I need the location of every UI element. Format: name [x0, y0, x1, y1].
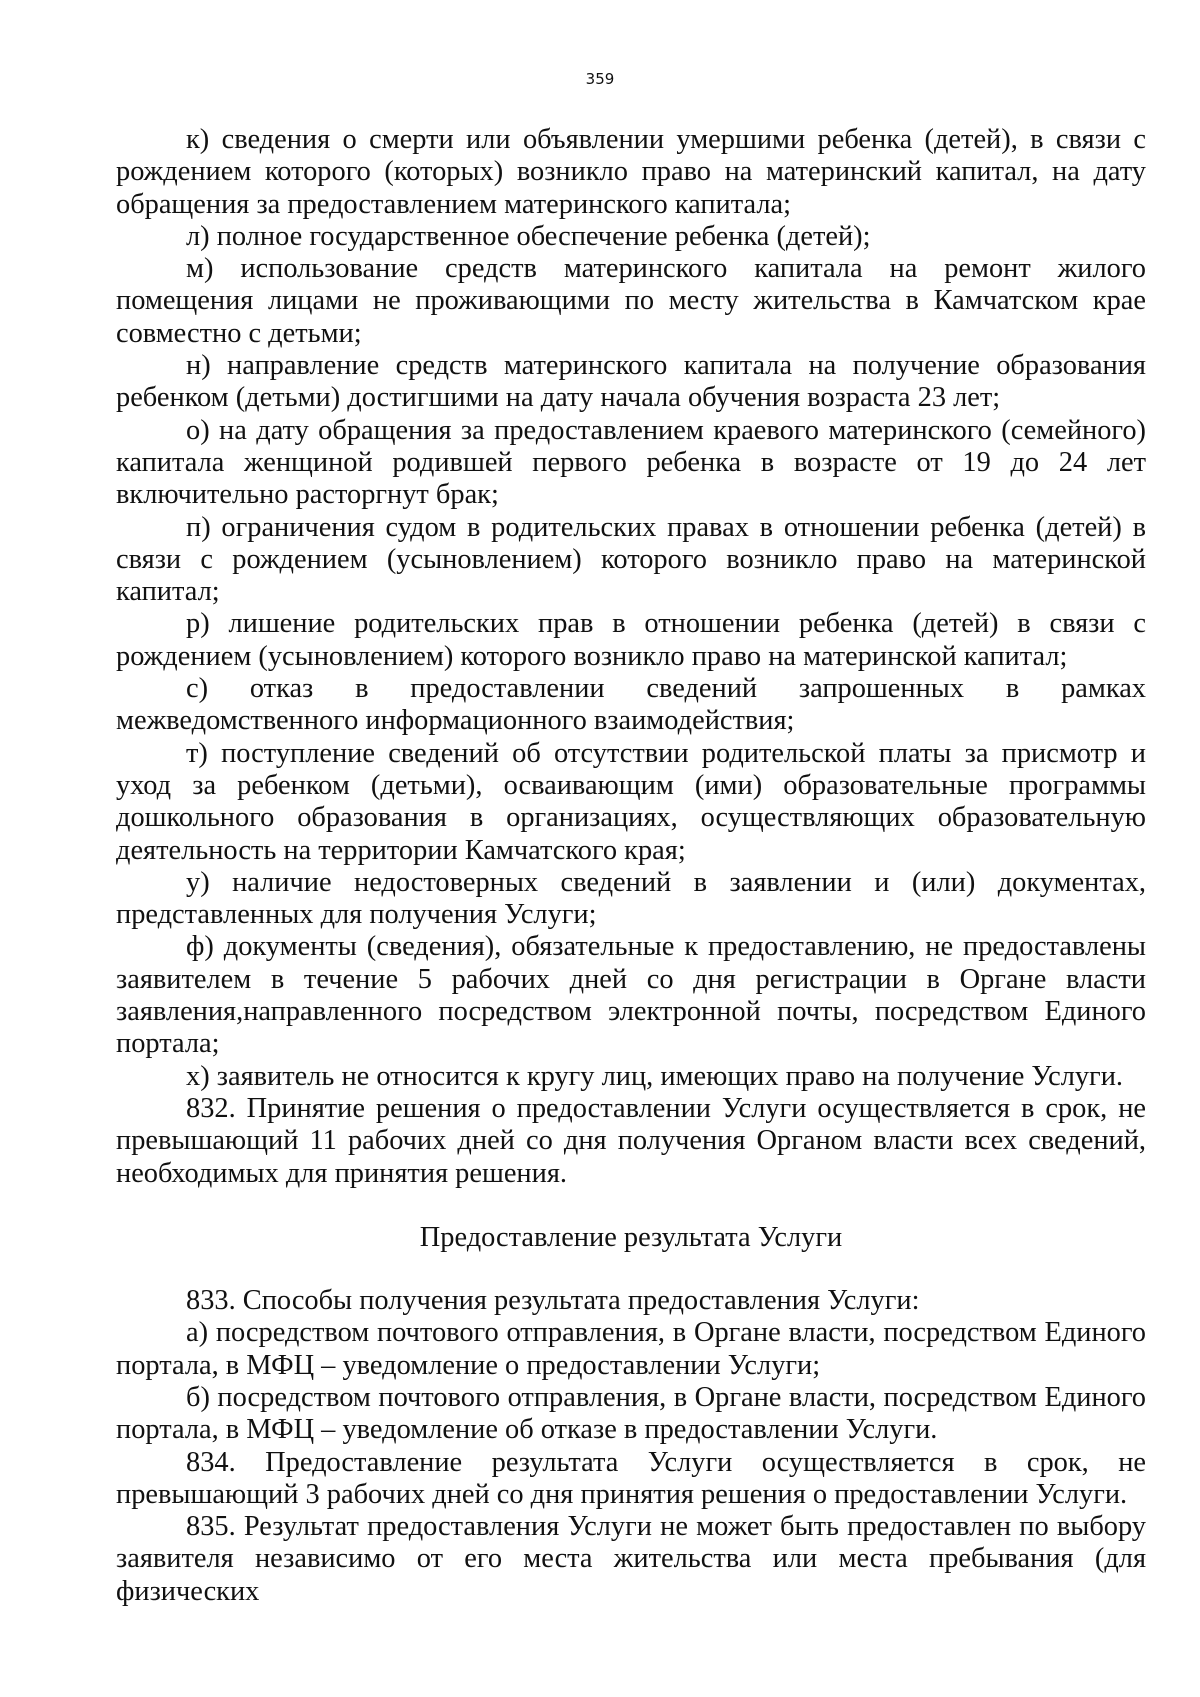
- paragraph-p: п) ограничения судом в родительских правах в отношении ребенка (детей) в связи с рождением (усыновлением) которого возникло право на материнской капитал;: [116, 511, 1146, 608]
- paragraph-t: т) поступление сведений об отсутствии родительской платы за присмотр и уход за ребенком (детьми), осваивающим (ими) образовательные программы дошкольного образования в организациях, осуществляющих образовательную деятельность на территории Камчатского края;: [116, 737, 1146, 866]
- page-number: 359: [585, 70, 615, 88]
- paragraph-f: ф) документы (сведения), обязательные к предоставлению, не предоставлены заявителем в течение 5 рабочих дней со дня регистрации в Органе власти заявления,направленного посредством электронной почты, посредством Единого портала;: [116, 931, 1146, 1060]
- paragraph-h: х) заявитель не относится к кругу лиц, имеющих право на получение Услуги.: [186, 1060, 1123, 1092]
- paragraph-r: р) лишение родительских прав в отношении ребенка (детей) в связи с рождением (усыновлением) которого возникло право на материнской капитал;: [116, 608, 1146, 672]
- paragraph-n: н) направление средств материнского капитала на получение образования ребенком (детьми) достигшими на дату начала обучения возраста 23 лет;: [116, 350, 1146, 414]
- paragraph-833: 833. Способы получения результата предоставления Услуги:: [186, 1285, 920, 1317]
- paragraph-o: о) на дату обращения за предоставлением краевого материнского (семейного) капитала женщиной родившей первого ребенка в возрасте от 19 до 24 лет включительно расторгнут брак;: [116, 414, 1146, 511]
- section-heading: Предоставление результата Услуги: [419, 1221, 843, 1253]
- paragraph-k: к) сведения о смерти или объявлении умершими ребенка (детей), в связи с рождением которого (которых) возникло право на материнский капитал, на дату обращения за предоставлением материнского капитала;: [116, 124, 1146, 220]
- paragraph-833-b: б) посредством почтового отправления, в Органе власти, посредством Единого портала, в МФЦ – уведомление об отказе в предоставлении Услуги.: [116, 1381, 1146, 1446]
- paragraph-835: 835. Результат предоставления Услуги не может быть предоставлен по выбору заявителя независимо от его места жительства или места пребывания (для физических: [116, 1511, 1146, 1607]
- paragraph-833-a: а) посредством почтового отправления, в Органе власти, посредством Единого портала, в МФЦ – уведомление о предоставлении Услуги;: [116, 1317, 1146, 1381]
- document-body: [116, 124, 1146, 1608]
- paragraph-m: м) использование средств материнского капитала на ремонт жилого помещения лицами не проживающими по месту жительства в Камчатском крае совместно с детьми;: [116, 253, 1146, 349]
- paragraph-l: л) полное государственное обеспечение ребенка (детей);: [186, 220, 871, 252]
- paragraph-u: у) наличие недостоверных сведений в заявлении и (или) документах, представленных для получения Услуги;: [116, 866, 1146, 931]
- paragraph-s: с) отказ в предоставлении сведений запрошенных в рамках межведомственного информационного взаимодействия;: [116, 673, 1146, 737]
- paragraph-832: 832. Принятие решения о предоставлении Услуги осуществляется в срок, не превышающий 11 рабочих дней со дня получения Органом власти всех сведений, необходимых для принятия решения.: [116, 1092, 1146, 1189]
- paragraph-834: 834. Предоставление результата Услуги осуществляется в срок, не превышающий 3 рабочих дней со дня принятия решения о предоставлении Услуги.: [116, 1446, 1146, 1510]
